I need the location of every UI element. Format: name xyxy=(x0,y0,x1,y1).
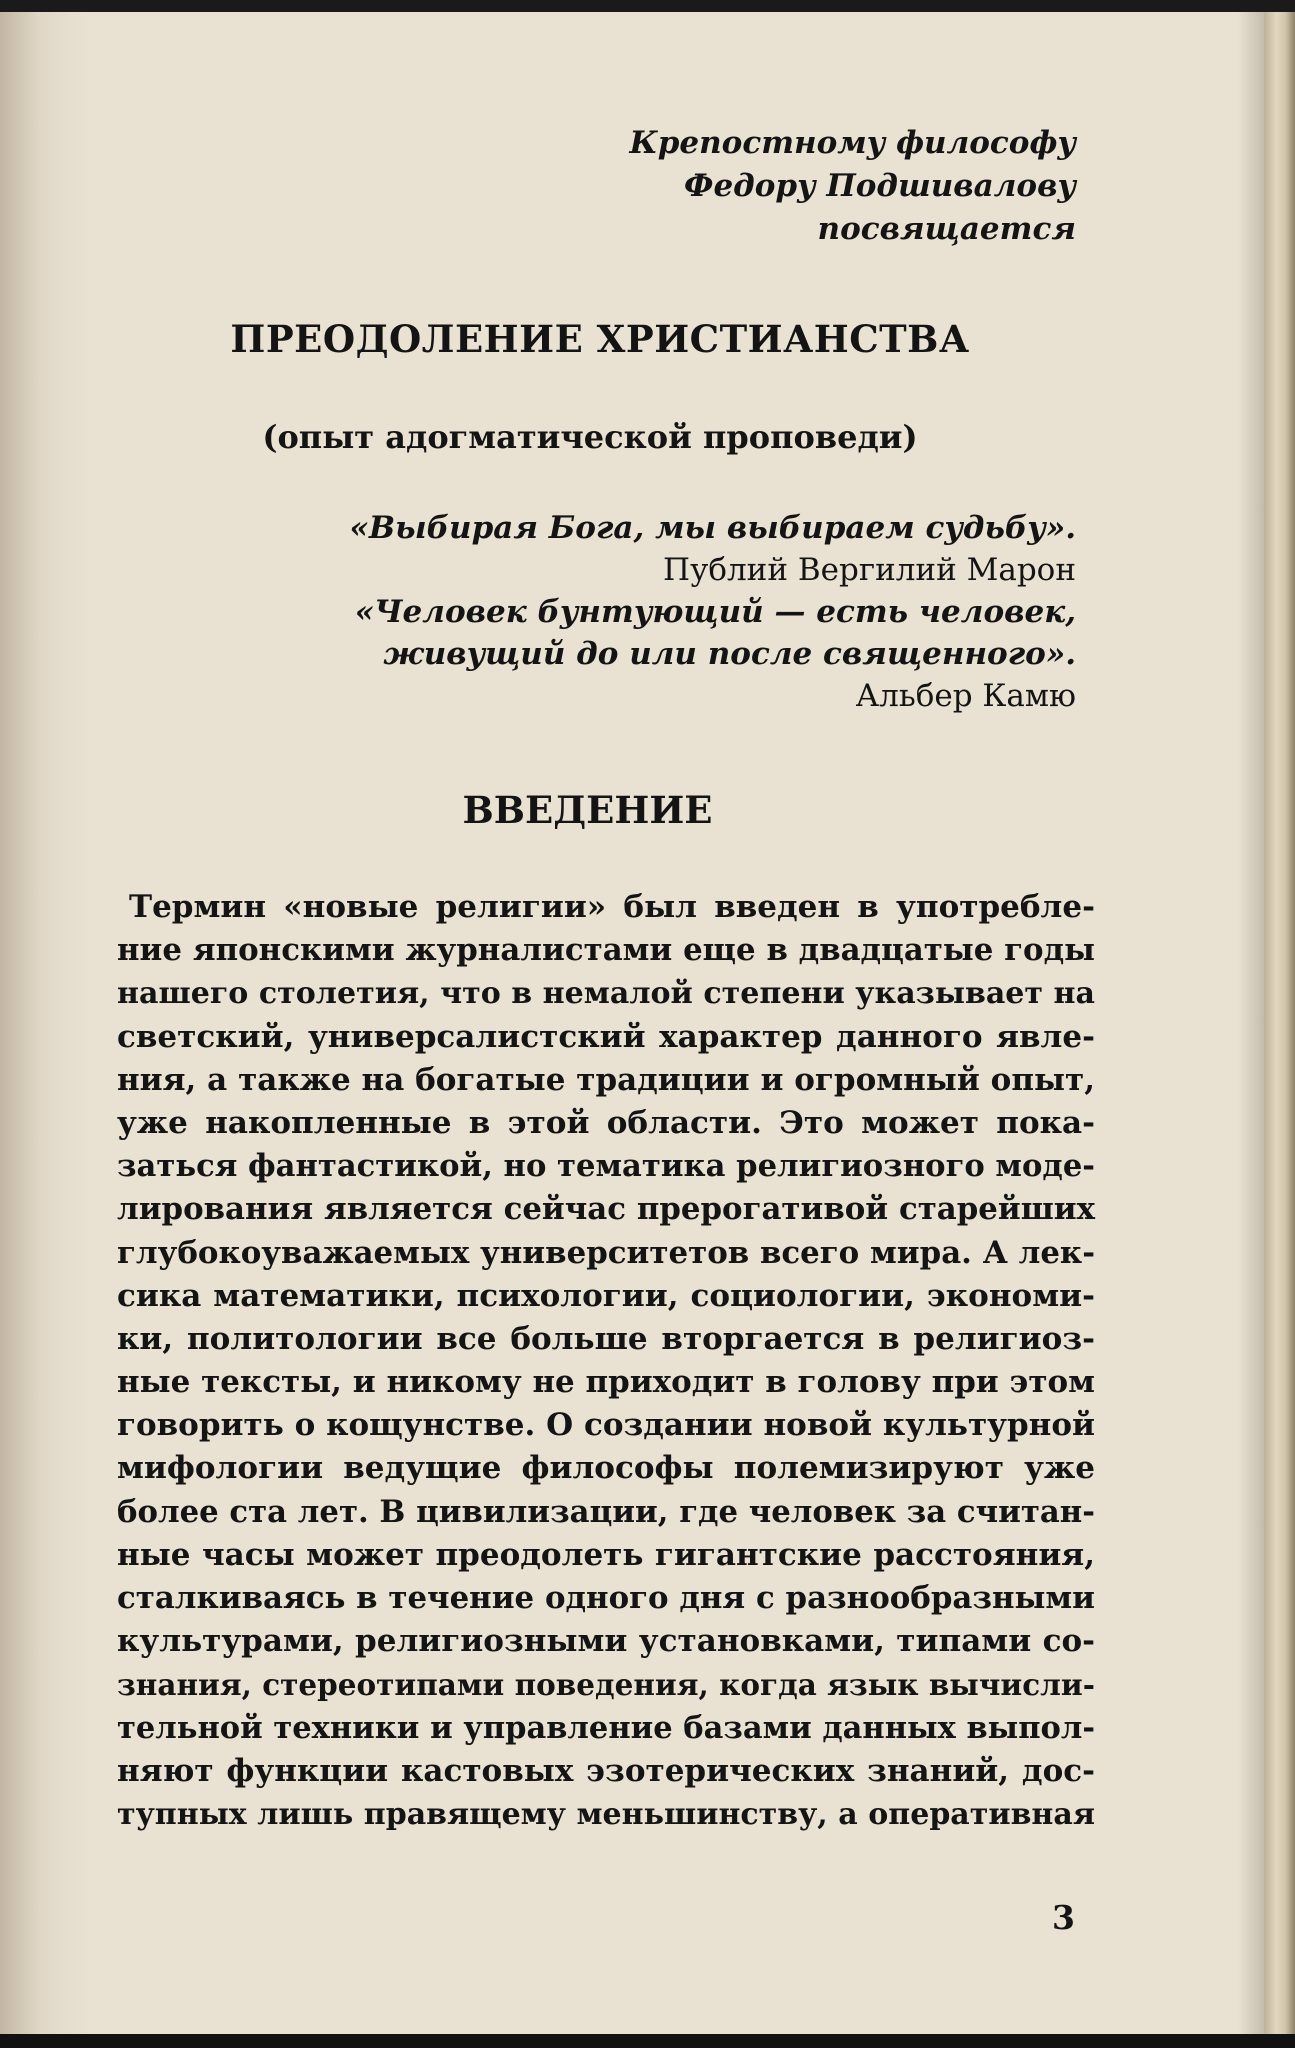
text-line: заться фантастикой, но тематика религиозного моде- xyxy=(117,1148,1095,1185)
text-line: светский, универсалистский характер данного явле- xyxy=(117,1018,1095,1055)
text-line: тупных лишь правящему меньшинству, а оперативная xyxy=(117,1796,1095,1832)
text-line: ние японскими журналистами еще в двадцатые годы xyxy=(117,932,1095,969)
dedication-line: Федору Подшивалову xyxy=(684,168,1076,204)
text-line: ные часы может преодолеть гигантские расстояния, xyxy=(117,1536,1095,1573)
dedication xyxy=(516,122,1076,251)
section-heading: ВВЕДЕНИЕ xyxy=(462,788,713,832)
page-number: 3 xyxy=(1052,1898,1075,1937)
dedication-line: Крепостному философу xyxy=(629,125,1076,161)
epigraph-author: Альбер Камю xyxy=(855,678,1076,714)
book-page xyxy=(0,12,1268,2034)
body-paragraph xyxy=(117,886,1095,1836)
epigraphs xyxy=(296,507,1076,717)
epigraph-quote: «Выбирая Бога, мы выбираем судьбу». xyxy=(349,510,1076,546)
text-line: тельной техники и управление базами данных выпол- xyxy=(117,1709,1095,1746)
book-spine-edge xyxy=(1264,12,1295,2034)
text-line: сика математики, психологии, социологии, экономи- xyxy=(117,1277,1095,1314)
scan-border xyxy=(0,2034,1295,2048)
text-line: уже накопленные в этой области. Это может пока- xyxy=(117,1104,1095,1141)
text-line: лирования является сейчас прерогативой старейших xyxy=(117,1191,1095,1228)
text-line: говорить о кощунстве. О создании новой культурной xyxy=(117,1407,1095,1444)
text-line: няют функции кастовых эзотерических знаний, дос- xyxy=(117,1752,1095,1789)
text-line: культурами, религиозными установками, типами со- xyxy=(117,1623,1095,1660)
text-line: нашего столетия, что в немалой степени указывает на xyxy=(117,976,1095,1012)
text-line: ные тексты, и никому не приходит в голову при этом xyxy=(117,1364,1095,1401)
text-line: мифологии ведущие философы полемизируют уже xyxy=(117,1450,1095,1487)
epigraph-quote: «Человек бунтующий — есть человек, xyxy=(354,594,1076,630)
text-line: более ста лет. В цивилизации, где человек за считан- xyxy=(117,1493,1095,1530)
page-title: ПРЕОДОЛЕНИЕ ХРИСТИАНСТВА xyxy=(230,317,970,361)
text-line: знания, стереотипами поведения, когда язык вычисли- xyxy=(117,1667,1095,1703)
text-line: Термин «новые религии» был введен в употребле- xyxy=(129,889,1095,925)
page-subtitle: (опыт адогматической проповеди) xyxy=(262,418,918,456)
text-line: глубокоуважаемых университетов всего мира. А лек- xyxy=(117,1234,1095,1271)
text-line: ки, политологии все больше вторгается в религиоз- xyxy=(117,1320,1095,1357)
epigraph-quote: живущий до или после священного». xyxy=(383,636,1076,672)
text-line: сталкиваясь в течение одного дня с разнообразными xyxy=(117,1580,1095,1616)
epigraph-author: Публий Вергилий Марон xyxy=(663,552,1076,588)
text-line: ния, а также на богатые традиции и огромный опыт, xyxy=(117,1061,1095,1098)
dedication-line: посвящается xyxy=(817,211,1076,247)
